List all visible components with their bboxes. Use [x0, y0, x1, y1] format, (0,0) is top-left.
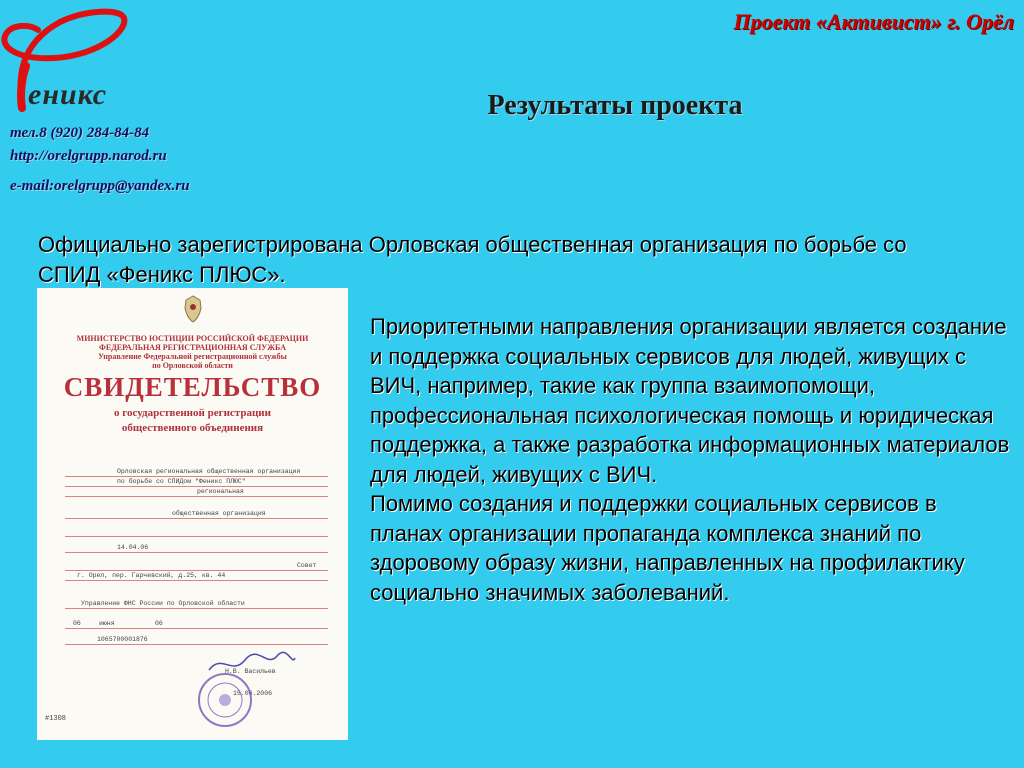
signature-icon	[207, 648, 297, 678]
cert-field-form: общественная организация	[172, 510, 266, 517]
cert-ministry: МИНИСТЕРСТВО ЮСТИЦИИ РОССИЙСКОЙ ФЕДЕРАЦИИ ФЕДЕРАЛЬНАЯ РЕГИСТРАЦИОННАЯ СЛУЖБА Управление Федеральной регистрационной службы по Орловской области	[76, 334, 309, 370]
coat-of-arms-icon	[182, 294, 204, 324]
body-text	[370, 312, 1010, 607]
phone-number: тел.8 (920) 284-84-84	[10, 125, 150, 141]
cert-field-date: 14.04.06	[117, 544, 149, 551]
cert-number: #1308	[45, 715, 67, 723]
priority-paragraph: Приоритетными направления организации является создание и поддержка социальных сервисов для людей, живущих с ВИЧ, например, такие как группа взаимопомощи, профессиональная психологическая помощь и юридическая поддержка, а также разработка информационных материалов для людей, живущих с ВИЧ.	[370, 314, 1010, 487]
cert-title: СВИДЕТЕЛЬСТВО	[63, 372, 322, 402]
cert-field-reg-month: июня	[99, 620, 115, 627]
cert-field-territory: региональная	[197, 488, 244, 495]
official-stamp-icon	[195, 670, 255, 730]
cert-field-reg-day: 06	[73, 620, 81, 627]
cert-subtitle: о государственной регистрации общественного объединения	[114, 407, 271, 434]
cert-field-address: г. Орел, пер. Гарчевский, д.25, кв. 44	[77, 572, 226, 579]
intro-text: Официально зарегистрирована Орловская общественная организация по борьбе со СПИД «Феникс ПЛЮС».	[38, 232, 907, 287]
cert-field-reg-year: 06	[155, 620, 163, 627]
registration-certificate-image: МИНИСТЕРСТВО ЮСТИЦИИ РОССИЙСКОЙ ФЕДЕРАЦИИ ФЕДЕРАЛЬНАЯ РЕГИСТРАЦИОННАЯ СЛУЖБА Управление Федеральной регистрационной службы по Орловской области СВИДЕТЕЛЬСТВО о государственной регистрации общественного объединения Орловская региональная общественная организация по борьбе со СПИДом "Феникс ПЛЮС" региональная общественная организация 14.04.06 Совет г. Орел, пер. Гарчевский, д.25, кв. 44 Управление ФНС России по Орловской области 06 июня 06 1065700001876 Н.В. Васильев 15.06.2006 #1308	[37, 288, 348, 740]
email-link[interactable]: e-mail:orelgrupp@yandex.ru	[10, 178, 190, 194]
plans-paragraph: Помимо создания и поддержки социальных сервисов в планах организации пропаганда комплекса знаний по здоровому образу жизни, направленных на профилактику социально значимых заболеваний.	[370, 491, 965, 605]
logo-wordmark: еникс	[28, 78, 108, 111]
cert-field-reg-authority: Управление ФНС России по Орловской области	[81, 600, 245, 607]
cert-field-name-1: Орловская региональная общественная организация	[117, 468, 301, 475]
cert-field-name-2: по борьбе со СПИДом "Феникс ПЛЮС"	[117, 478, 246, 485]
cert-field-organ: Совет	[297, 562, 317, 569]
project-label: Проект «Активист» г. Орёл	[733, 9, 1014, 34]
website-link[interactable]: http://orelgrupp.narod.ru	[10, 148, 167, 164]
page-title: Результаты проекта	[487, 90, 743, 121]
cert-field-ogrn: 1065700001876	[97, 636, 148, 643]
